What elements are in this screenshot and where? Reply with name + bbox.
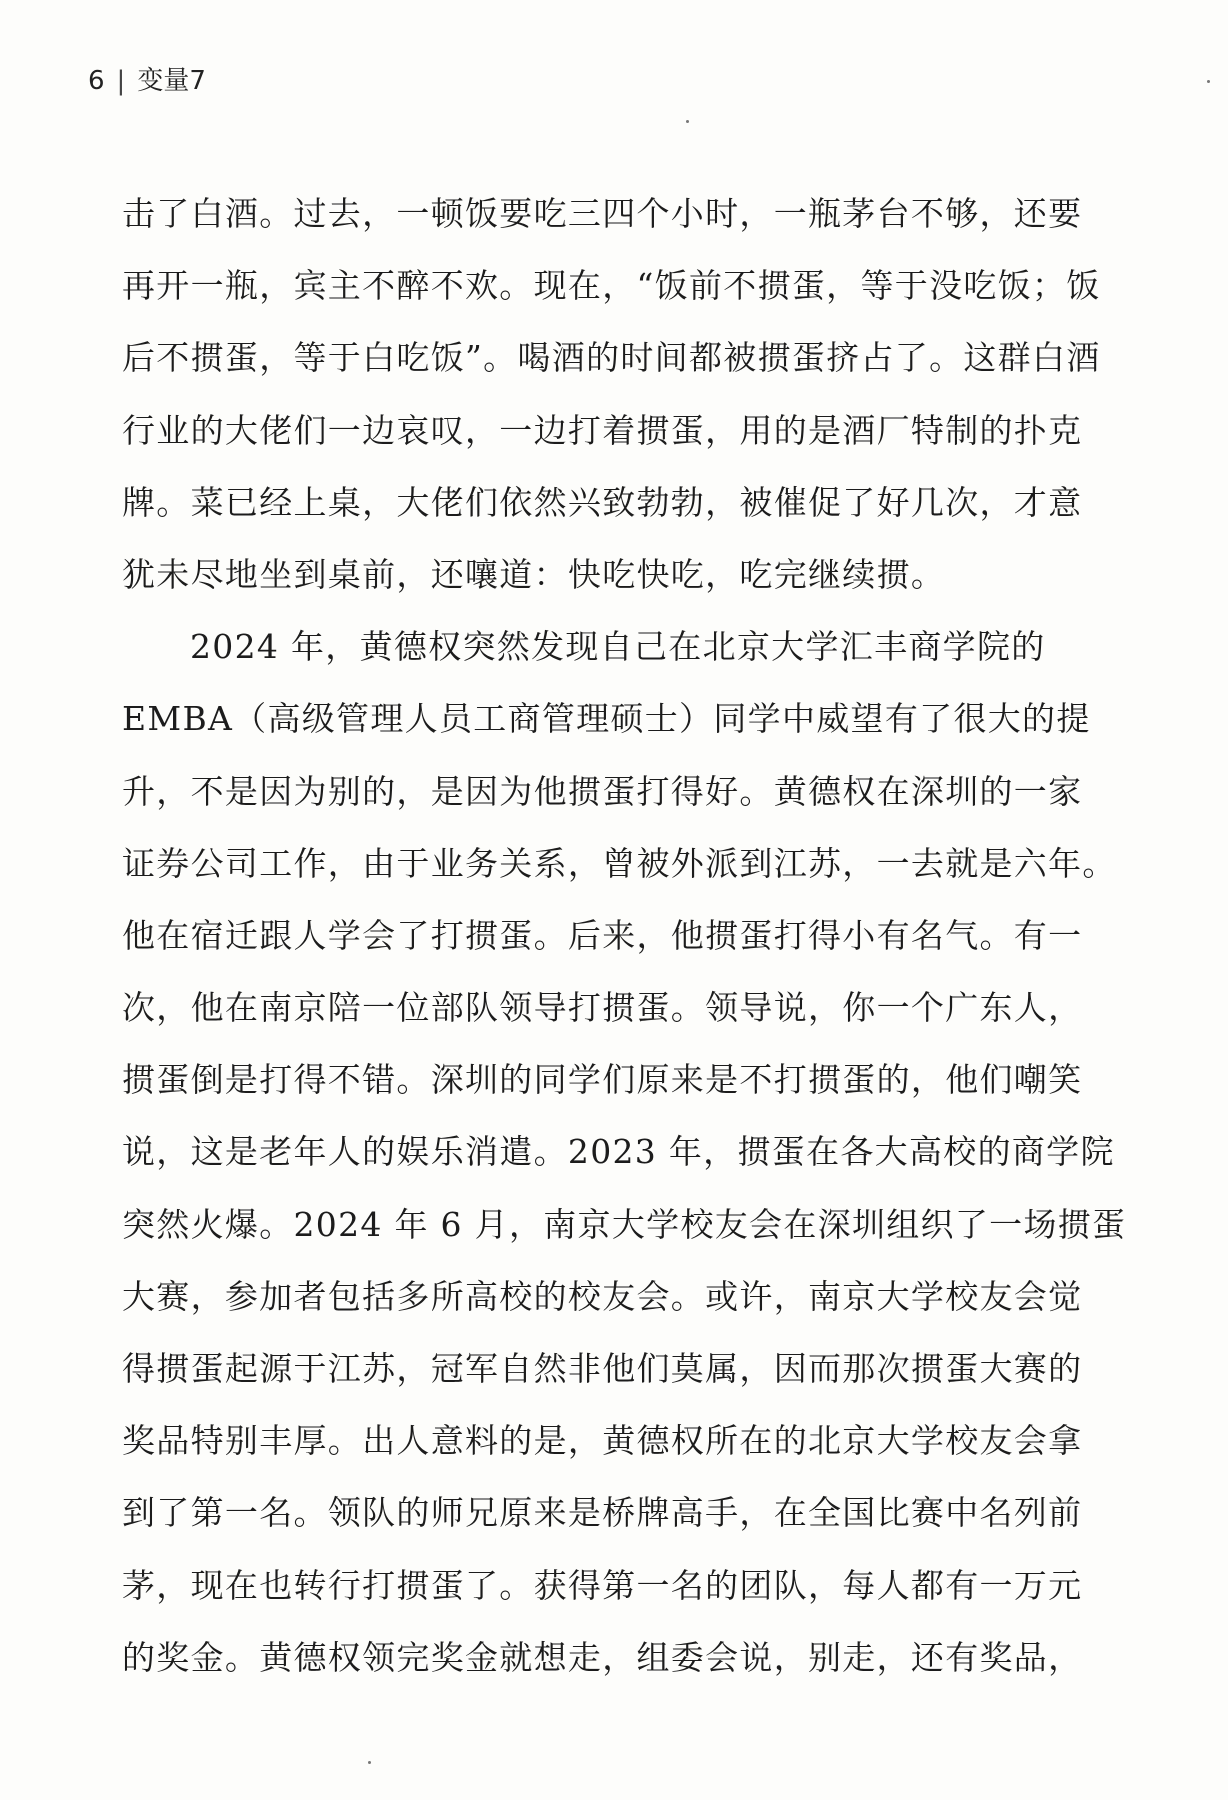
text-line: 犹未尽地坐到桌前，还嚷道：快吃快吃，吃完继续掼。	[122, 554, 946, 594]
scan-speck	[1207, 80, 1210, 83]
text-line: 后不掼蛋，等于白吃饭”。喝酒的时间都被掼蛋挤占了。这群白酒	[122, 338, 1101, 378]
header-separator: |	[116, 66, 126, 96]
text-line: 突然火爆。2024 年 6 月，南京大学校友会在深圳组织了一场掼蛋	[122, 1204, 1127, 1244]
running-header	[88, 64, 206, 98]
text-line: EMBA（高级管理人员工商管理硕士）同学中威望有了很大的提	[122, 699, 1091, 739]
text-line: 他在宿迁跟人学会了打掼蛋。后来，他掼蛋打得小有名气。有一	[122, 915, 1083, 955]
text-line: 掼蛋倒是打得不错。深圳的同学们原来是不打掼蛋的，他们嘲笑	[122, 1060, 1083, 1100]
text-line: 证券公司工作，由于业务关系，曾被外派到江苏，一去就是六年。	[122, 843, 1117, 883]
text-line: 大赛，参加者包括多所高校的校友会。或许，南京大学校友会觉	[122, 1276, 1083, 1316]
text-line: 行业的大佬们一边哀叹，一边打着掼蛋，用的是酒厂特制的扑克	[122, 410, 1083, 450]
text-line: 的奖金。黄德权领完奖金就想走，组委会说，别走，还有奖品，	[122, 1637, 1083, 1677]
scan-speck	[368, 1761, 371, 1764]
paragraph-first-line: 2024 年，黄德权突然发现自己在北京大学汇丰商学院的	[190, 627, 1046, 667]
book-title: 变量7	[137, 66, 206, 96]
text-line: 说，这是老年人的娱乐消遣。2023 年，掼蛋在各大高校的商学院	[122, 1132, 1115, 1172]
text-line: 到了第一名。领队的师兄原来是桥牌高手，在全国比赛中名列前	[122, 1493, 1083, 1533]
body-text	[122, 178, 1127, 1694]
text-line: 茅，现在也转行打掼蛋了。获得第一名的团队，每人都有一万元	[122, 1565, 1083, 1605]
text-line: 再开一瓶，宾主不醉不欢。现在，“饭前不掼蛋，等于没吃饭；饭	[122, 266, 1101, 306]
text-line: 牌。菜已经上桌，大佬们依然兴致勃勃，被催促了好几次，才意	[122, 482, 1083, 522]
text-line: 击了白酒。过去，一顿饭要吃三四个小时，一瓶茅台不够，还要	[122, 194, 1083, 233]
text-line: 奖品特别丰厚。出人意料的是，黄德权所在的北京大学校友会拿	[122, 1421, 1083, 1461]
page-number: 6	[88, 66, 105, 96]
text-line: 得掼蛋起源于江苏，冠军自然非他们莫属，因而那次掼蛋大赛的	[122, 1349, 1083, 1388]
text-line: 次，他在南京陪一位部队领导打掼蛋。领导说，你一个广东人，	[122, 988, 1083, 1028]
text-line: 升，不是因为别的，是因为他掼蛋打得好。黄德权在深圳的一家	[122, 771, 1083, 811]
scan-speck	[686, 120, 689, 123]
